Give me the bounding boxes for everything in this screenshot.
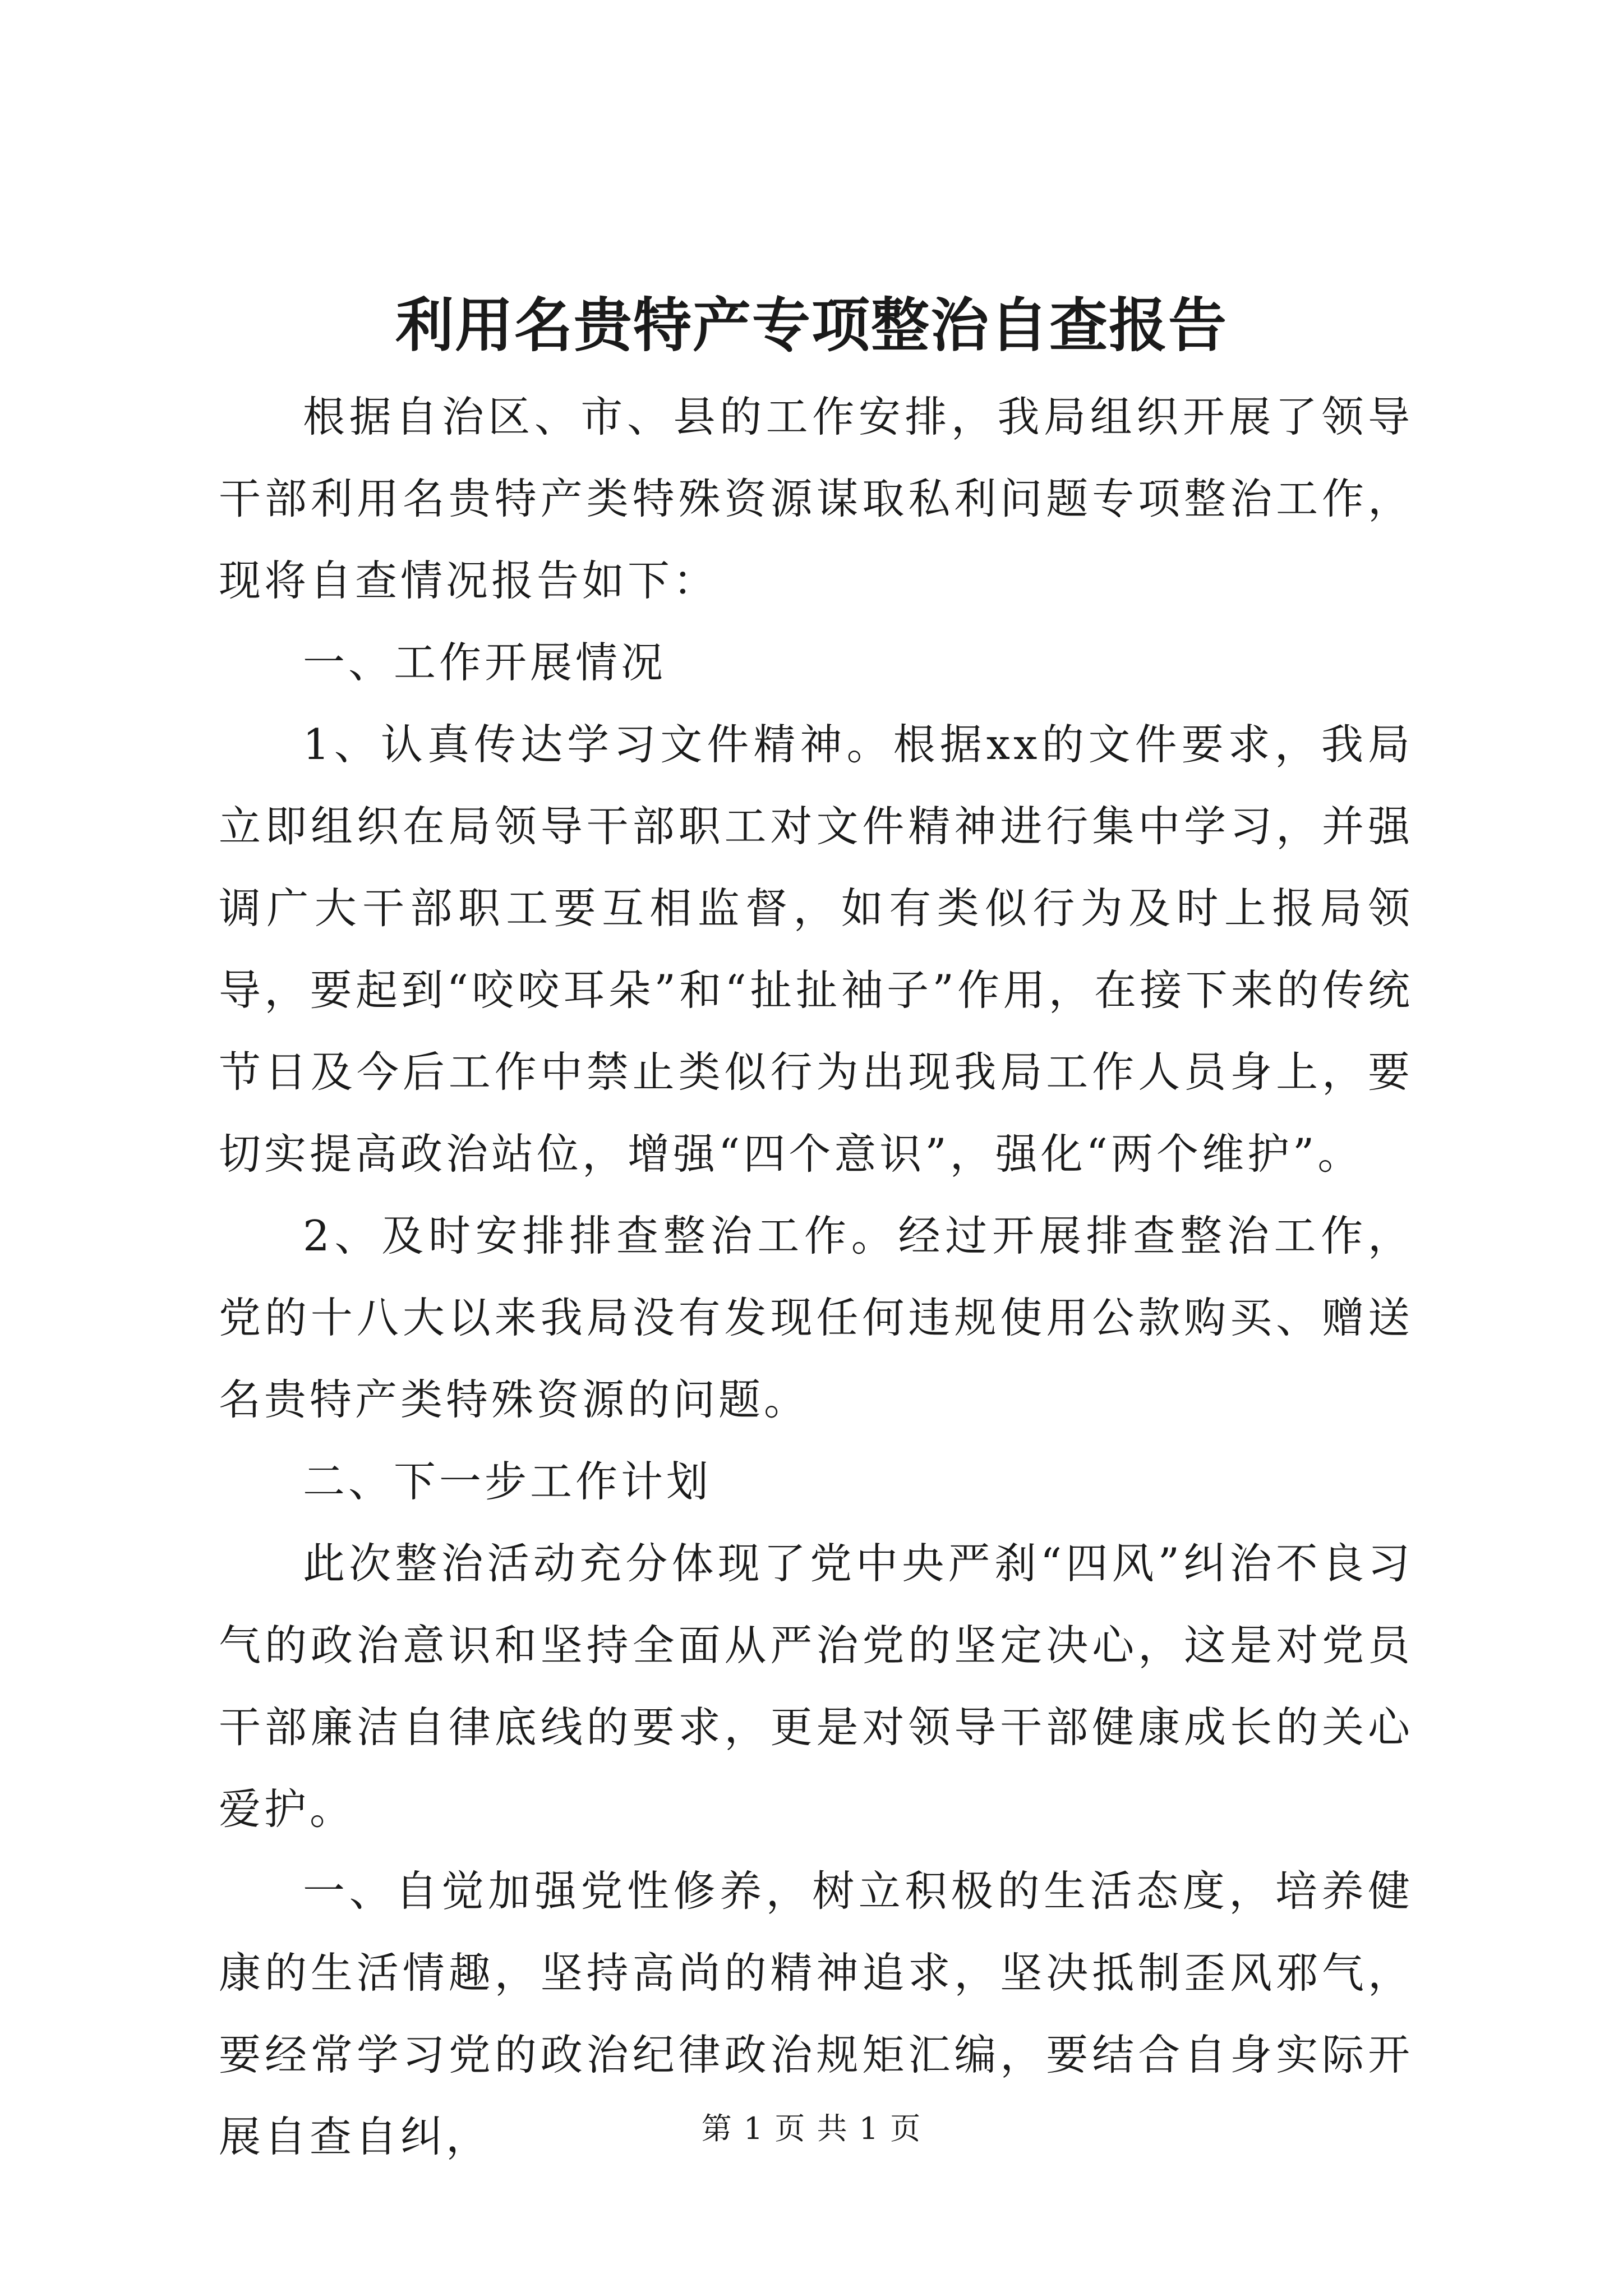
paragraph-item-2: 2、及时安排排查整治工作。经过开展排查整治工作，党的十八大以来我局没有发现任何违规使用公款购买、赠送名贵特产类特殊资源的问题。	[219, 1211, 1413, 1424]
paragraph-plan-item-1: 一、自觉加强党性修养，树立积极的生活态度，培养健康的生活情趣，坚持高尚的精神追求，坚决抵制歪风邪气，要经常学习党的政治纪律政治规矩汇编，要结合自身实际开展自查自纠，	[219, 1866, 1413, 2161]
document-title: 利用名贵特产专项整治自查报告	[395, 291, 1228, 360]
heading-next-plan: 二、下一步工作计划	[303, 1457, 712, 1506]
paragraph-intro: 根据自治区、市、县的工作安排，我局组织开展了领导干部利用名贵特产类特殊资源谋取私利问题专项整治工作，现将自查情况报告如下：	[219, 392, 1413, 605]
heading-work-progress: 一、工作开展情况	[303, 638, 667, 687]
document-body	[219, 376, 1413, 2178]
paragraph-plan-intro: 此次整治活动充分体现了党中央严刹“四风”纠治不良习气的政治意识和坚持全面从严治党的坚定决心，这是对党员干部廉洁自律底线的要求，更是对领导干部健康成长的关心爱护。	[219, 1539, 1413, 1834]
page-footer: 第 1 页 共 1 页	[701, 2111, 922, 2146]
paragraph-item-1: 1、认真传达学习文件精神。根据xx的文件要求，我局立即组织在局领导干部职工对文件精神进行集中学习，并强调广大干部职工要互相监督，如有类似行为及时上报局领导，要起到“咬咬耳朵”和“扯扯袖子”作用，在接下来的传统节日及今后工作中禁止类似行为出现我局工作人员身上，要切实提高政治站位，增强“四个意识”，强化“两个维护”。	[219, 720, 1413, 1179]
